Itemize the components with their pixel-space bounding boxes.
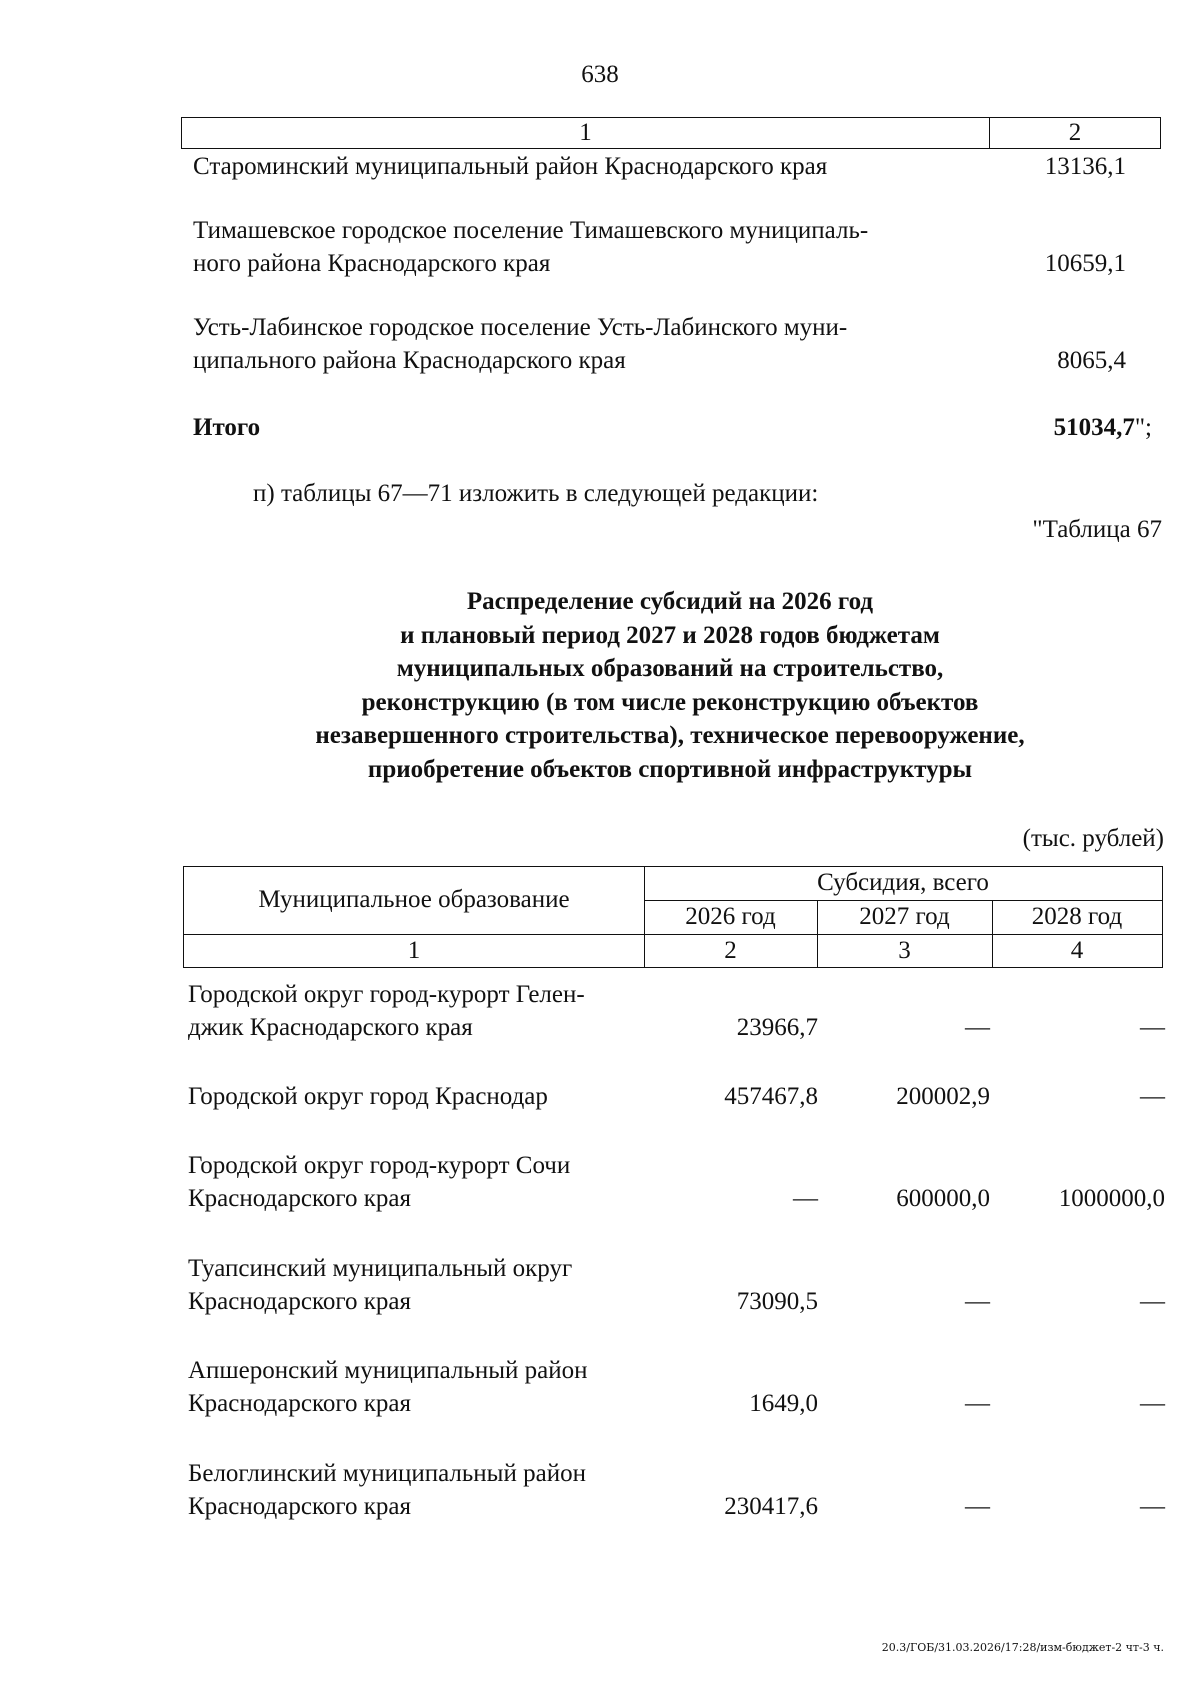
header-year-2026: 2026 год (685, 903, 776, 930)
table-row-name: ципального района Краснодарского края (193, 347, 626, 374)
header-municipality: Муниципальное образование (258, 886, 570, 913)
table-row-value: 8065,4 (1057, 347, 1126, 374)
header-num-2: 2 (724, 937, 737, 964)
table-row-name: ного района Краснодарского края (193, 250, 551, 277)
main-table-header (183, 866, 1163, 968)
table-row-name: Краснодарского края (188, 1185, 411, 1212)
page-number: 638 (581, 61, 619, 88)
continued-table-header (181, 117, 1161, 149)
value-2028: — (1140, 1493, 1165, 1520)
value-2028: — (1140, 1014, 1165, 1041)
document-footer: 20.3/ГОБ/31.03.2026/17:28/изм-бюджет-2 чт-3 ч. (881, 1641, 1164, 1654)
header-subsidy-total: Субсидия, всего (817, 869, 989, 896)
table-row-name: Краснодарского края (188, 1493, 411, 1520)
table-row-name: джик Краснодарского края (188, 1014, 473, 1041)
amendment-paragraph: п) таблицы 67—71 изложить в следующей редакции: (253, 480, 819, 507)
total-suffix: "; (1134, 414, 1152, 441)
value-2026: — (793, 1185, 818, 1212)
header-year-2028: 2028 год (1031, 903, 1123, 930)
table-row-value: 13136,1 (1044, 153, 1126, 180)
value-2027: — (965, 1288, 990, 1315)
value-2026: 1649,0 (749, 1390, 818, 1417)
header-num-3: 3 (898, 937, 911, 964)
table-row-name: Городской округ город-курорт Сочи (188, 1152, 571, 1179)
header-num-4: 4 (1070, 937, 1084, 964)
header-col-2: 2 (1068, 119, 1082, 146)
value-2027: — (965, 1014, 990, 1041)
title-line: и плановый период 2027 и 2028 годов бюджетам (400, 621, 940, 649)
title-line: муниципальных образований на строительство, (396, 655, 944, 682)
value-2028: — (1140, 1083, 1165, 1110)
table-row-name: Усть-Лабинское городское поселение Усть-Лабинского муни- (193, 314, 848, 341)
value-2027: 600000,0 (896, 1185, 990, 1212)
header-col-1: 1 (182, 118, 990, 148)
value-2026: 73090,5 (736, 1288, 818, 1315)
value-2028: — (1140, 1390, 1165, 1417)
table-row-name: Староминский муниципальный район Краснодарского края (193, 153, 828, 180)
table-row-name: Городской округ город-курорт Гелен- (188, 981, 585, 1008)
table-row-name: Апшеронский муниципальный район (188, 1357, 588, 1384)
table-row-name: Городской округ город Краснодар (188, 1083, 548, 1110)
table-row-name: Туапсинский муниципальный округ (188, 1255, 573, 1282)
header-year-2027: 2027 год (859, 903, 950, 930)
title-line: приобретение объектов спортивной инфраструктуры (367, 755, 973, 783)
header-num-1: 1 (407, 937, 421, 964)
title-line: реконструкцию (в том числе реконструкцию объектов (361, 688, 979, 716)
table-title (150, 585, 1190, 786)
value-2027: — (965, 1493, 990, 1520)
value-2026: 23966,7 (736, 1014, 818, 1041)
table-row-name: Краснодарского края (188, 1390, 411, 1417)
table-label: "Таблица 67 (1032, 516, 1162, 543)
value-2026: 230417,6 (724, 1493, 818, 1520)
value-2027: 200002,9 (896, 1083, 990, 1110)
value-2028: 1000000,0 (1058, 1185, 1165, 1212)
table-row-value: 10659,1 (1044, 250, 1126, 277)
value-2028: — (1140, 1288, 1165, 1315)
table-row-name: Краснодарского края (188, 1288, 411, 1315)
total-amount: 51034,7 (1053, 414, 1135, 441)
title-line: незавершенного строительства), техническое перевооружение, (315, 722, 1025, 749)
value-2027: — (965, 1390, 990, 1417)
total-value (1054, 411, 1152, 444)
title-line: Распределение субсидий на 2026 год (466, 588, 874, 615)
table-row-name: Тимашевское городское поселение Тимашевского муниципаль- (193, 217, 869, 244)
table-row-name: Белоглинский муниципальный район (188, 1460, 586, 1487)
units-label: (тыс. рублей) (1022, 825, 1164, 852)
value-2026: 457467,8 (724, 1083, 818, 1110)
total-label: Итого (193, 414, 261, 441)
